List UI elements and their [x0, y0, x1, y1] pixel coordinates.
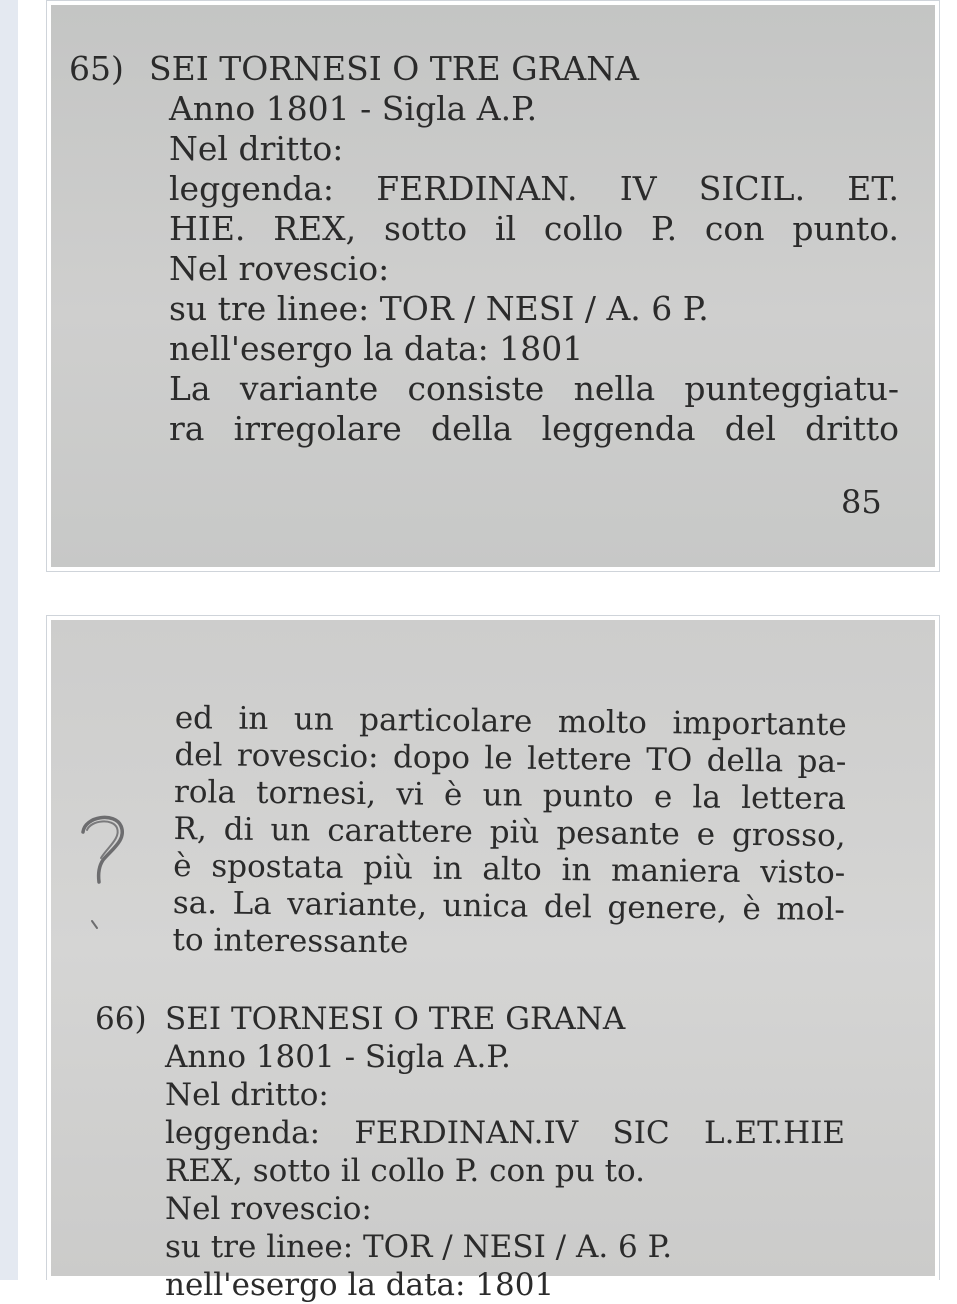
- entry-line: REX, sotto il collo P. con pu to.: [165, 1153, 646, 1189]
- entry-line: La variante consiste nella punteggiatu-: [169, 369, 899, 408]
- book-page-photo-85: [51, 5, 935, 567]
- entry-line: su tre linee: TOR / NESI / A. 6 P.: [169, 289, 709, 328]
- entry-number: 65): [69, 49, 124, 88]
- page-number: 85: [841, 483, 882, 521]
- entry-line: Nel dritto:: [165, 1077, 329, 1113]
- paragraph-line: ed in un particolare molto importante: [174, 700, 847, 744]
- paragraph-line: del rovescio: dopo le lettere TO della pa-: [174, 736, 847, 781]
- entry-line: nell'esergo la data: 1801: [165, 1267, 555, 1303]
- entry-line: Nel dritto:: [169, 129, 344, 168]
- paragraph-line: rola tornesi, vi è un punto e la lettera: [173, 773, 847, 818]
- variant-description: [172, 700, 847, 966]
- paragraph-line: to interessante: [172, 921, 409, 961]
- entry-line: leggenda: FERDINAN. IV SICIL. ET.: [169, 169, 899, 208]
- entry-line: HIE. REX, sotto il collo P. con punto.: [169, 209, 899, 248]
- paragraph-line: è spostata più in alto in maniera visto-: [173, 847, 846, 892]
- entry-line: Anno 1801 - Sigla A.P.: [165, 1039, 511, 1075]
- pencil-question-mark-icon: [73, 808, 133, 888]
- pencil-dot-icon: [91, 920, 99, 930]
- entry-line: leggenda: FERDINAN.IV SIC L.ET.HIE: [165, 1115, 845, 1151]
- entry-number: 66): [95, 1001, 147, 1037]
- entry-title: SEI TORNESI O TRE GRANA: [165, 1001, 626, 1037]
- paragraph-line: sa. La variante, unica del genere, è mol-: [172, 884, 846, 929]
- paragraph-line: R, di un carattere più pesante e grosso,: [173, 810, 846, 855]
- image-card-page-85[interactable]: [46, 0, 940, 572]
- image-card-continuation[interactable]: [46, 615, 940, 1303]
- entry-line: ra irregolare della leggenda del dritto: [169, 409, 899, 448]
- entry-line: nell'esergo la data: 1801: [169, 329, 584, 368]
- entry-title: SEI TORNESI O TRE GRANA: [149, 49, 639, 88]
- entry-line: su tre linee: TOR / NESI / A. 6 P.: [165, 1229, 673, 1265]
- left-sidebar: [0, 0, 18, 1280]
- entry-line: Nel rovescio:: [169, 249, 390, 288]
- book-page-photo-continued: [51, 620, 935, 1303]
- entry-line: Anno 1801 - Sigla A.P.: [169, 89, 538, 128]
- entry-line: Nel rovescio:: [165, 1191, 372, 1227]
